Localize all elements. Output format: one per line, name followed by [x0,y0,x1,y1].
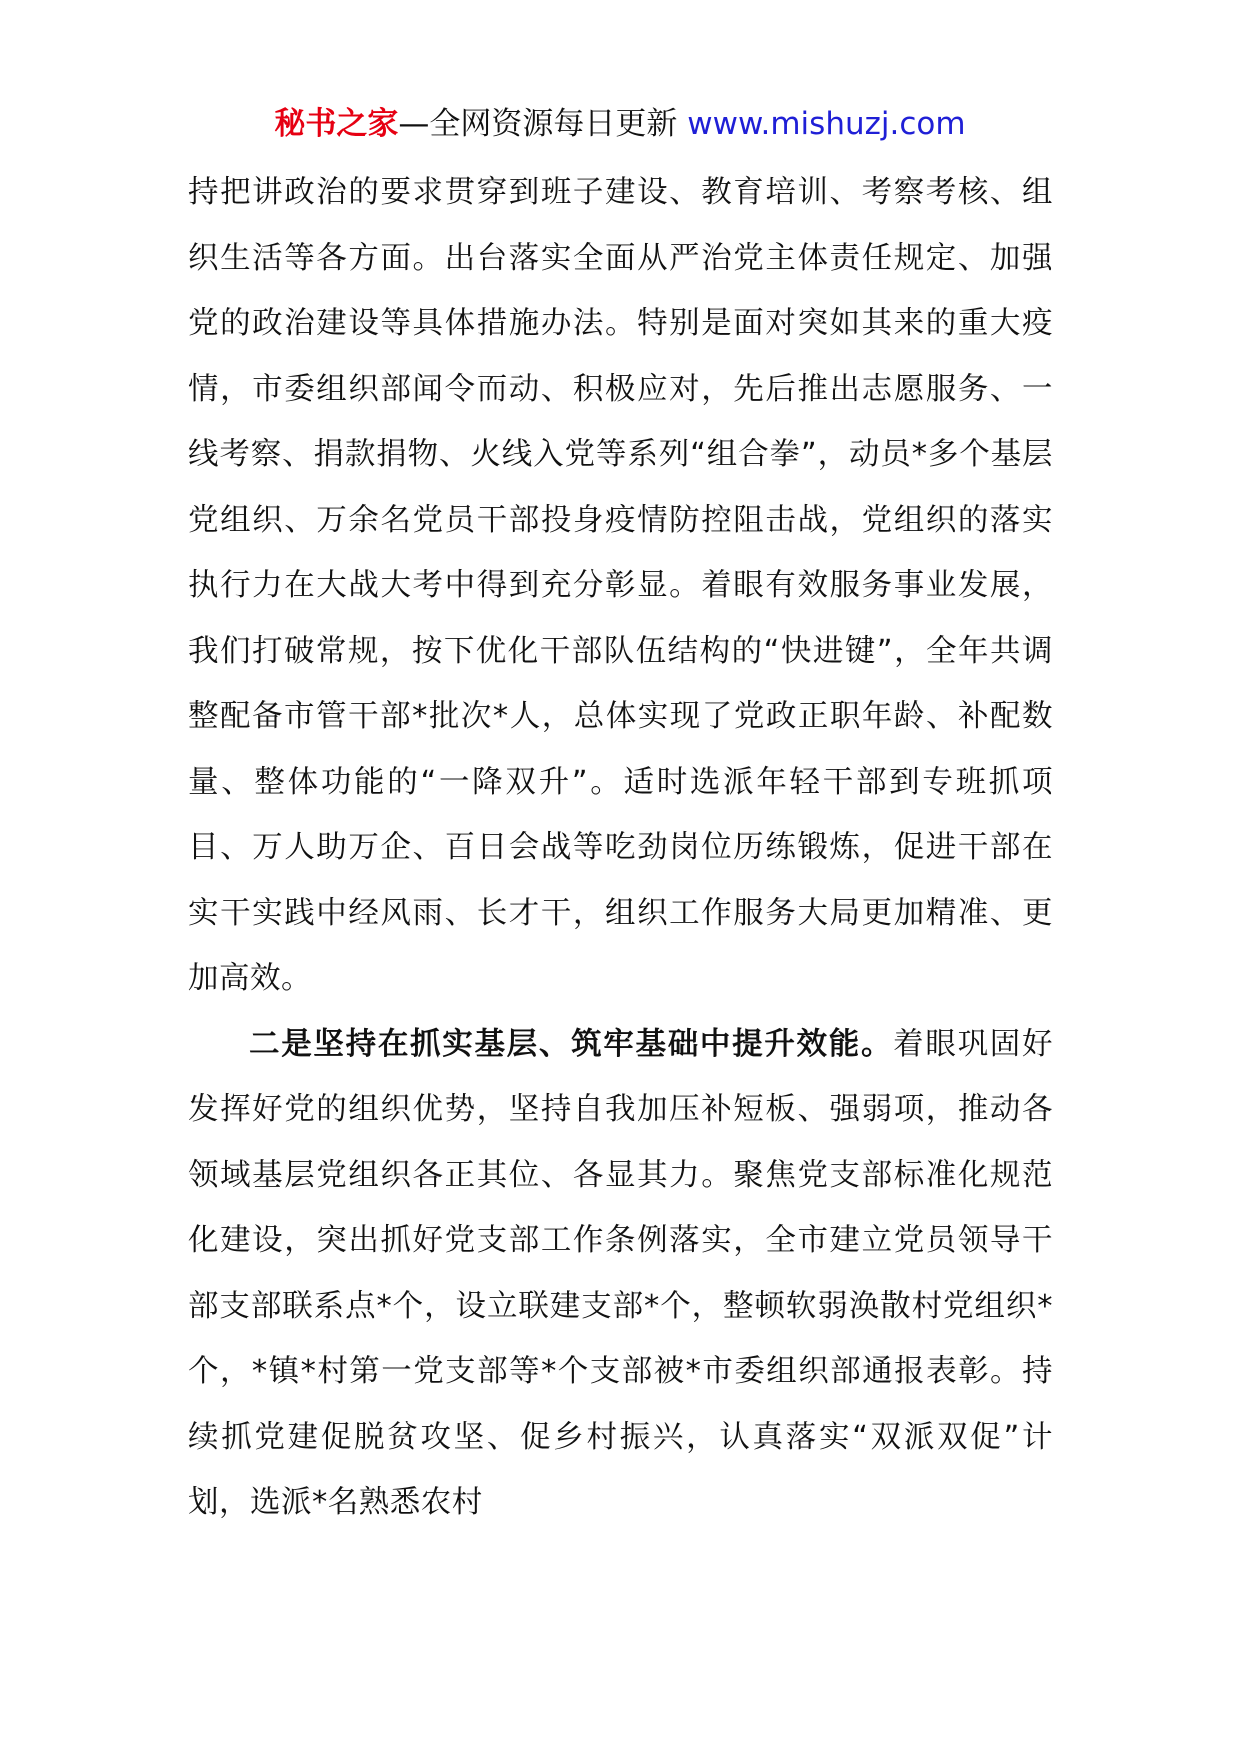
paragraph-1: 持把讲政治的要求贯穿到班子建设、教育培训、考察考核、组织生活等各方面。出台落实全面从严治党主体责任规定、加强党的政治建设等具体措施办法。特别是面对突如其来的重大疫情，市委组织部闻令而动、积极应对，先后推出志愿服务、一线考察、捐款捐物、火线入党等系列“组合拳”，动员*多个基层党组织、万余名党员干部投身疫情防控阻击战，党组织的落实执行力在大战大考中得到充分彰显。着眼有效服务事业发展，我们打破常规，按下优化干部队伍结构的“快进键”，全年共调整配备市管干部*批次*人，总体实现了党政正职年龄、补配数量、整体功能的“一降双升”。适时选派年轻干部到专班抓项目、万人助万企、百日会战等吃劲岗位历练锻炼，促进干部在实干实践中经风雨、长才干，组织工作服务大局更加精准、更加高效。 [188,175,1053,996]
site-brand: 秘书之家 [274,106,399,142]
paragraph-2-text: 着眼巩固好发挥好党的组织优势，坚持自我加压补短板、强弱项，推动各领域基层党组织各正其位、各显其力。聚焦党支部标准化规范化建设，突出抓好党支部工作条例落实，全市建立党员领导干部支部联系点*个，设立联建支部*个，整顿软弱涣散村党组织*个，*镇*村第一党支部等*个支部被*市委组织部通报表彰。持续抓党建促脱贫攻坚、促乡村振兴，认真落实“双派双促”计划，选派*名熟悉农村 [188,1026,1054,1520]
site-header [0,96,1240,152]
paragraph-2 [188,1012,1053,1536]
site-url-link[interactable]: www.mishuzj.com [687,106,966,142]
document-body [188,160,1053,1536]
paragraph-2-lead: 二是坚持在抓实基层、筑牢基础中提升效能。 [249,1026,894,1062]
site-slogan: —全网资源每日更新 [398,106,688,142]
